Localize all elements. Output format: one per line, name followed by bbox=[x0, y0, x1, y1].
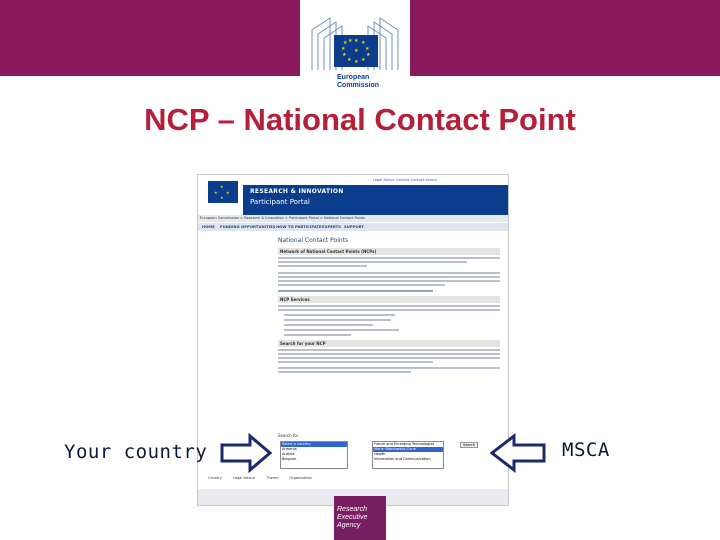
ec-logo-line1: European bbox=[337, 74, 370, 81]
theme-option[interactable]: Marie Skłodowska-Curie bbox=[373, 447, 443, 452]
section-services: NCP Services bbox=[278, 296, 500, 303]
breadcrumb[interactable]: European Commission > Research & Innovation > Participant Portal > National Contact Points bbox=[198, 215, 509, 222]
text-line bbox=[278, 272, 500, 274]
nav-funding[interactable]: FUNDING OPPORTUNITIES bbox=[220, 224, 276, 229]
text-line bbox=[278, 349, 500, 351]
nav-experts[interactable]: EXPERTS bbox=[322, 224, 341, 229]
ec-logo-line2: Commission bbox=[337, 82, 380, 89]
slide-title: NCP – National Contact Point bbox=[144, 102, 576, 137]
label-your-country: Your country bbox=[64, 441, 208, 463]
nav-participate[interactable]: HOW TO PARTICIPATE bbox=[276, 224, 322, 229]
rea-logo-line3: Agency bbox=[337, 522, 361, 529]
bullet-line bbox=[284, 324, 373, 326]
text-line bbox=[278, 257, 500, 259]
bullet-line bbox=[284, 319, 391, 321]
svg-text:★: ★ bbox=[361, 57, 366, 63]
bullet-line bbox=[284, 329, 399, 331]
label-msca: MSCA bbox=[562, 439, 610, 461]
text-line bbox=[278, 367, 500, 369]
section-search: Search for your NCP bbox=[278, 340, 500, 347]
theme-option[interactable]: Health bbox=[374, 452, 386, 456]
text-line bbox=[278, 305, 500, 307]
rea-logo-line1: Research bbox=[337, 506, 367, 513]
portal-nav bbox=[198, 223, 508, 231]
portal-band-subtitle: Participant Portal bbox=[250, 198, 310, 206]
rea-logo bbox=[334, 496, 386, 540]
rea-logo-line2: Executive bbox=[337, 514, 368, 521]
svg-text:★: ★ bbox=[354, 48, 359, 54]
left-arrow-icon bbox=[490, 433, 546, 473]
text-line bbox=[278, 371, 411, 373]
svg-text:★: ★ bbox=[361, 40, 366, 46]
svg-text:★: ★ bbox=[366, 52, 371, 58]
text-line bbox=[278, 361, 433, 363]
text-line bbox=[278, 265, 367, 267]
svg-text:★: ★ bbox=[342, 52, 347, 58]
text-line bbox=[278, 357, 500, 359]
text-line bbox=[278, 309, 500, 311]
text-line bbox=[278, 284, 445, 286]
text-line bbox=[278, 280, 500, 282]
section-network: Network of National Contact Points (NCPs) bbox=[278, 248, 500, 255]
text-line bbox=[278, 353, 500, 355]
svg-text:★: ★ bbox=[365, 46, 370, 52]
svg-text:★: ★ bbox=[341, 46, 346, 52]
svg-text:★: ★ bbox=[348, 38, 353, 44]
theme-option[interactable]: Future and Emerging Technologies bbox=[374, 442, 435, 446]
text-line bbox=[278, 261, 467, 263]
search-button[interactable]: Search bbox=[460, 442, 478, 448]
portal-header bbox=[198, 175, 508, 215]
page-heading: National Contact Points bbox=[278, 237, 349, 244]
svg-text:★: ★ bbox=[354, 59, 359, 65]
radio-legal[interactable]: Legal Advice bbox=[233, 476, 256, 480]
text-line bbox=[278, 276, 500, 278]
search-options bbox=[208, 476, 498, 484]
nav-home[interactable]: HOME bbox=[202, 224, 215, 229]
bullet-line bbox=[284, 334, 351, 336]
radio-country[interactable]: Country bbox=[208, 476, 222, 480]
portal-band-title: RESEARCH & INNOVATION bbox=[250, 188, 344, 195]
bullet-line bbox=[284, 314, 395, 316]
country-option[interactable]: Austria bbox=[282, 452, 295, 456]
portal-content bbox=[278, 237, 500, 375]
svg-text:★: ★ bbox=[343, 40, 348, 46]
country-option[interactable]: Belgium bbox=[282, 457, 297, 461]
theme-select[interactable] bbox=[372, 441, 444, 469]
svg-text:★: ★ bbox=[347, 57, 352, 63]
country-option[interactable]: Select a country bbox=[281, 442, 347, 447]
right-arrow-icon bbox=[220, 433, 272, 473]
country-select[interactable] bbox=[280, 441, 348, 469]
search-label: Search for bbox=[278, 433, 299, 438]
eu-flag-icon: ★ ★ ★ ★ bbox=[208, 181, 238, 203]
radio-theme[interactable]: Theme bbox=[266, 476, 279, 480]
theme-option[interactable]: Information and Communication bbox=[374, 457, 431, 461]
text-link-line[interactable] bbox=[278, 290, 433, 292]
portal-top-links[interactable]: Legal Notice Cookies Contact Search bbox=[373, 178, 438, 182]
ec-logo-text bbox=[337, 74, 397, 90]
radio-organisation[interactable]: Organisation bbox=[289, 476, 312, 480]
nav-support[interactable]: SUPPORT bbox=[344, 224, 364, 229]
svg-text:★: ★ bbox=[354, 38, 359, 44]
country-option[interactable]: Armenia bbox=[282, 447, 297, 451]
